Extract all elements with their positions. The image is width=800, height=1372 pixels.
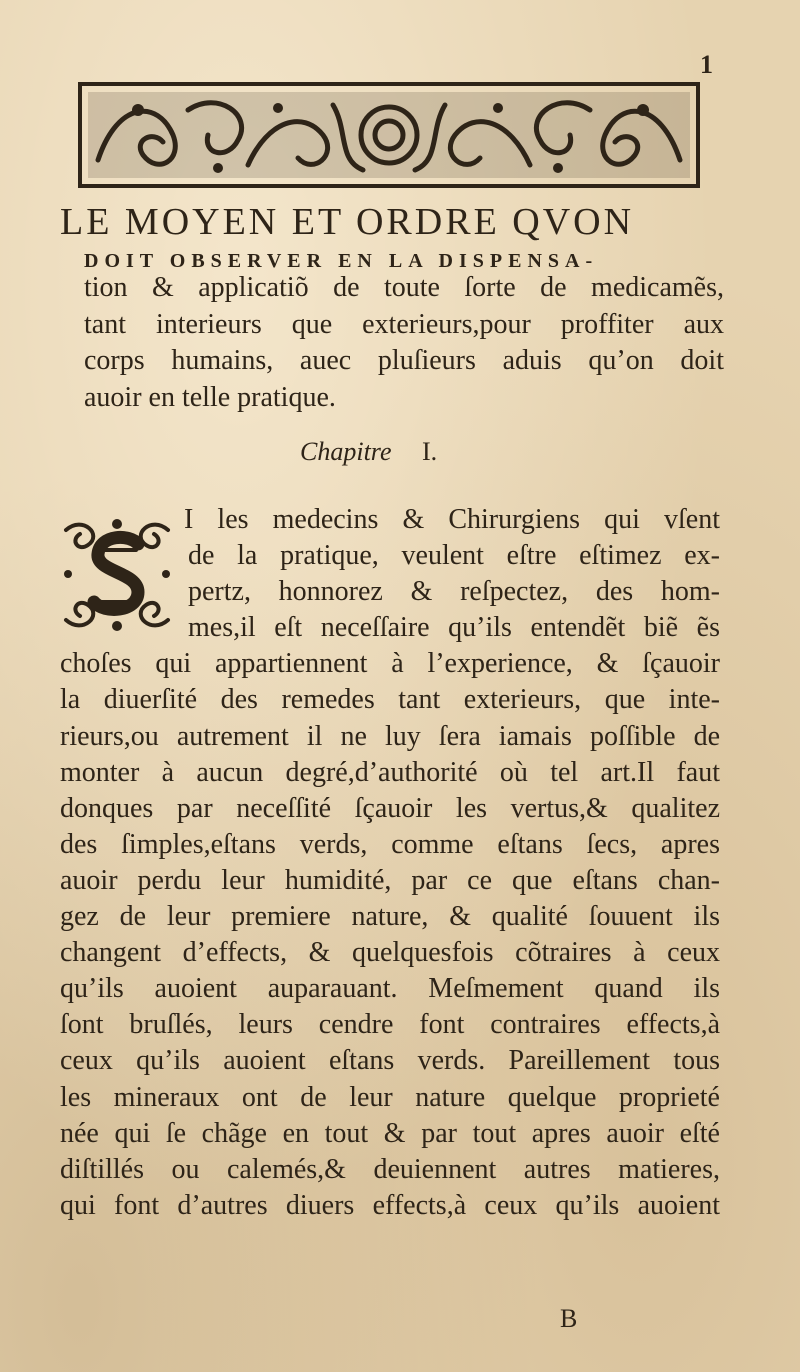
body-line: qui font d’autres diuers effects,à ceux qu’ils auoient [60,1189,720,1221]
body-line: choſes qui appartiennent à l’experience, & ſçauoir [60,648,720,680]
heading-line: auoir en telle pratique. [84,381,336,413]
body-line: les mineraux ont de leur nature quelque proprieté [60,1081,720,1113]
body-line: gez de leur premiere nature, & qualité ſouuent ils [60,901,720,933]
body-line: donques par neceſſité ſçauoir les vertus,& qualitez [60,792,720,824]
body-line: mes,il eſt neceſſaire qu’ils entendẽt biẽ ẽs [188,612,720,644]
body-line: diſtillés ou calemés,& deuiennent autres matieres, [60,1153,720,1185]
page-number: 1 [700,50,713,79]
body-line: changent d’effects, & quelquesfois cõtraires à ceux [60,937,720,969]
heading-line: tant interieurs que exterieurs,pour proffiter aux [84,308,724,340]
body-line: auoir perdu leur humidité, par ce que eſtans chan- [60,864,720,896]
body-line: la diuerſité des remedes tant exterieurs, que inte- [60,684,720,716]
page-subtitle: DOIT OBSERVER EN LA DISPENSA- [84,250,599,272]
body-line: de la pratique, veulent eſtre eſtimez ex- [188,540,720,572]
body-line: pertz, honnorez & reſpectez, des hom- [188,576,720,608]
body-line: ſont bruſlés, leurs cendre font contraires effects,à [60,1009,720,1041]
chapter-label: Chapitre [300,437,392,466]
body-line: née qui ſe chãge en tout & par tout apres auoir eſté [60,1117,720,1149]
body-line: qu’ils auoient auparauant. Meſmement quand ils [60,973,720,1005]
signature-mark: B [560,1304,578,1333]
body-line: des ſimples,eſtans verds, comme eſtans ſecs, apres [60,828,720,860]
heading-line: tion & applicatiõ de toute ſorte de medicamẽs, [84,272,724,303]
chapter-number: I. [421,437,438,466]
body-line: monter à aucun degré,d’authorité où tel art.Il faut [60,756,720,788]
body-line: rieurs,ou autrement il ne luy ſera iamais poſſible de [60,720,720,752]
page-title: LE MOYEN ET ORDRE QVON [60,201,635,243]
body-line: I les medecins & Chirurgiens qui vſent [184,504,720,535]
heading-continuation [84,270,724,416]
chapter-heading [300,437,500,467]
body-line: ceux qu’ils auoient eſtans verds. Pareillement tous [60,1045,720,1077]
heading-line: corps humains, auec pluſieurs aduis qu’on doit [84,345,724,376]
floral-headpiece-ornament-icon [78,80,700,190]
body-paragraph [60,502,720,1224]
